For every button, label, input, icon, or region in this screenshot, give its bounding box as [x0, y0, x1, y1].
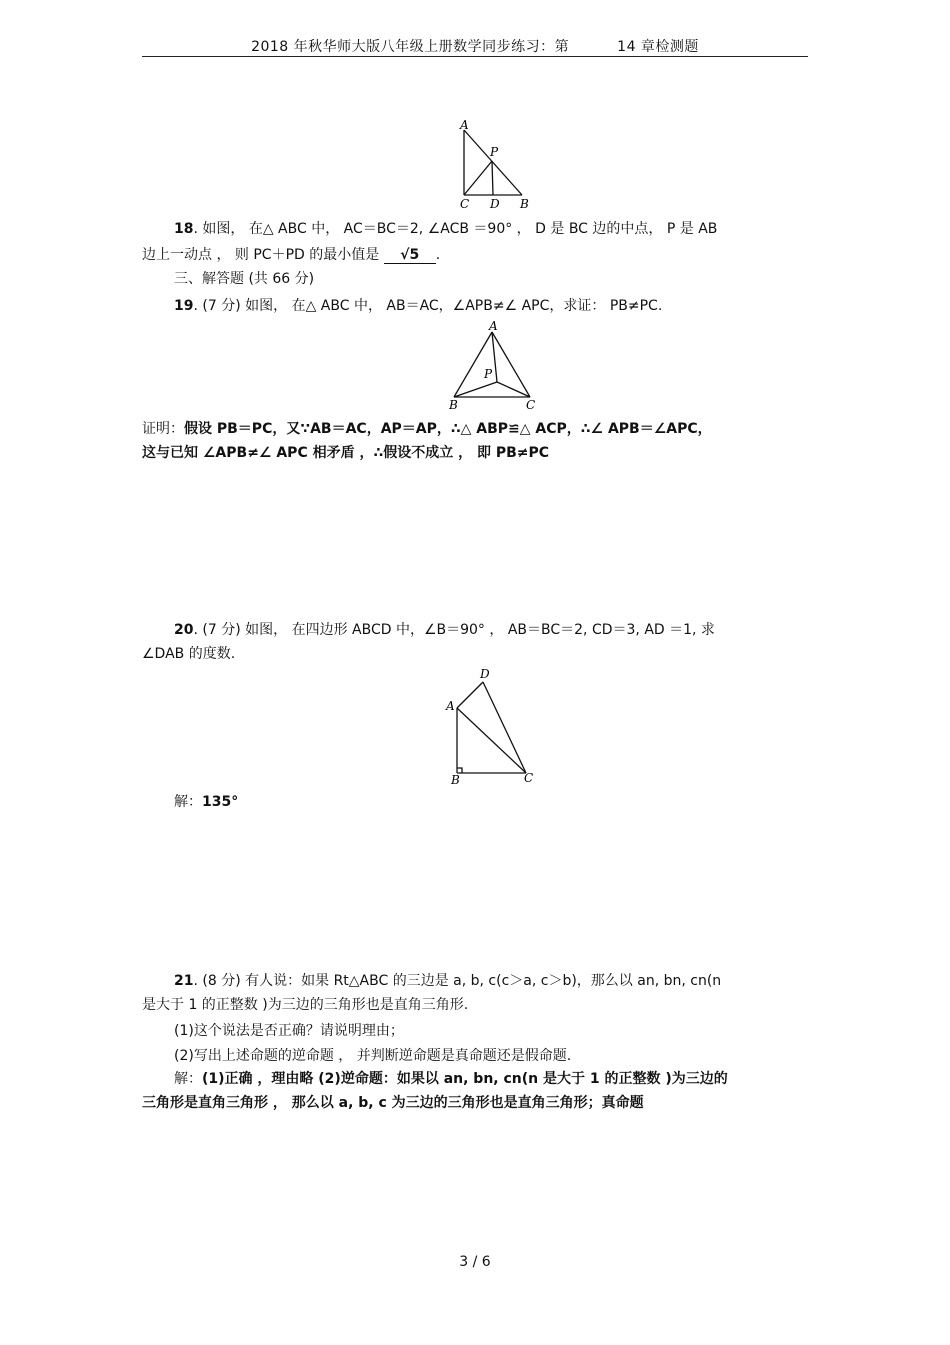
q21-answer-label: 解：	[174, 1071, 202, 1087]
q21-text: . (8 分) 有人说：如果 Rt△ABC 的三边是 a, b, c(c＞a, c＞b)，那么以 an, bn, cn(n	[193, 973, 722, 989]
q21-sub2: (2)写出上述命题的逆命题 ， 并判断逆命题是真命题还是假命题.	[174, 1048, 572, 1064]
page-number: 3 / 6	[459, 1254, 491, 1270]
q19-proof-line1	[142, 418, 808, 440]
segment-dc	[483, 682, 526, 773]
q21-answer-text: (1)正确 ，理由略 (2)逆命题：如果以 an, bn, cn(n 是大于 1 的正整数 )为三边的	[202, 1071, 728, 1087]
q20-line2: ∠DAB 的度数.	[142, 646, 236, 662]
q18-text: . 如图， 在△ ABC 中， AC＝BC＝2, ∠ACB ＝90° ， D 是 BC 边的中点， P 是 AB	[193, 221, 718, 237]
q18-number: 18	[174, 221, 194, 237]
q20-text: . (7 分) 如图， 在四边形 ABCD 中，∠B＝90° ， AB＝BC＝2, CD＝3, AD ＝1, 求	[193, 622, 715, 638]
label-c: C	[460, 197, 470, 211]
q19-text: . (7 分) 如图， 在△ ABC 中， AB＝AC，∠APB≠∠ APC，求证： PB≠PC.	[193, 298, 663, 314]
segment-ac	[492, 332, 530, 397]
q18-text-cont: 边上一动点 ， 则 PC＋PD 的最小值是	[142, 247, 380, 263]
segment-bp	[454, 382, 497, 397]
q21-number: 21	[174, 973, 194, 989]
q20-answer: 135°	[202, 794, 239, 810]
label-c: C	[526, 398, 536, 412]
header-rule	[142, 56, 808, 57]
label-b: B	[451, 773, 460, 787]
figure-q20	[440, 664, 544, 788]
q18-line2	[142, 244, 808, 266]
q21-answer-line1	[174, 1068, 840, 1090]
q20-line1	[142, 619, 808, 641]
segment-pc	[464, 161, 492, 195]
header-title: 2018 年秋华师大版八年级上册数学同步练习：第	[251, 39, 570, 55]
segment-ac	[457, 708, 526, 773]
q20-number: 20	[174, 622, 194, 638]
q19-proof-line2: 这与已知 ∠APB≠∠ APC 相矛盾 ，∴假设不成立 ， 即 PB≠PC	[142, 445, 550, 461]
label-a: A	[446, 699, 455, 713]
label-b: B	[449, 398, 458, 412]
header-chapter: 14 章检测题	[617, 39, 699, 55]
label-d: D	[480, 667, 490, 681]
figure-q18	[450, 118, 540, 214]
segment-ab	[454, 332, 492, 397]
q19-line	[142, 295, 808, 317]
page-header	[142, 36, 808, 56]
q19-proof-label: 证明：	[142, 421, 184, 437]
label-c: C	[524, 771, 534, 785]
q19-proof-text: 假设 PB＝PC，又∵AB＝AC，AP＝AP，∴△ ABP≌△ ACP，∴∠ APB＝∠APC，	[184, 421, 712, 437]
q20-answer-line	[174, 791, 840, 813]
q20-answer-label: 解：	[174, 794, 202, 810]
q18-line1	[142, 218, 808, 240]
label-a: A	[460, 118, 469, 132]
label-b: B	[520, 197, 529, 211]
q18-period: .	[435, 247, 441, 263]
q18-answer: √5	[384, 247, 436, 264]
figure-q19	[444, 320, 544, 412]
label-p: P	[484, 367, 493, 381]
q21-line1	[142, 970, 808, 992]
q21-sub1: (1)这个说法是否正确？请说明理由；	[174, 1023, 404, 1039]
segment-ad	[457, 682, 483, 708]
q19-number: 19	[174, 298, 194, 314]
section-title: 三、解答题 (共 66 分)	[174, 271, 315, 287]
q21-answer-line2: 三角形是直角三角形 ， 那么以 a, b, c 为三边的三角形也是直角三角形；真命题	[142, 1095, 644, 1111]
label-a: A	[489, 320, 498, 333]
segment-pd	[492, 161, 493, 195]
label-p: P	[490, 145, 499, 159]
label-d: D	[490, 197, 500, 211]
q21-line2: 是大于 1 的正整数 )为三边的三角形也是直角三角形.	[142, 997, 469, 1013]
